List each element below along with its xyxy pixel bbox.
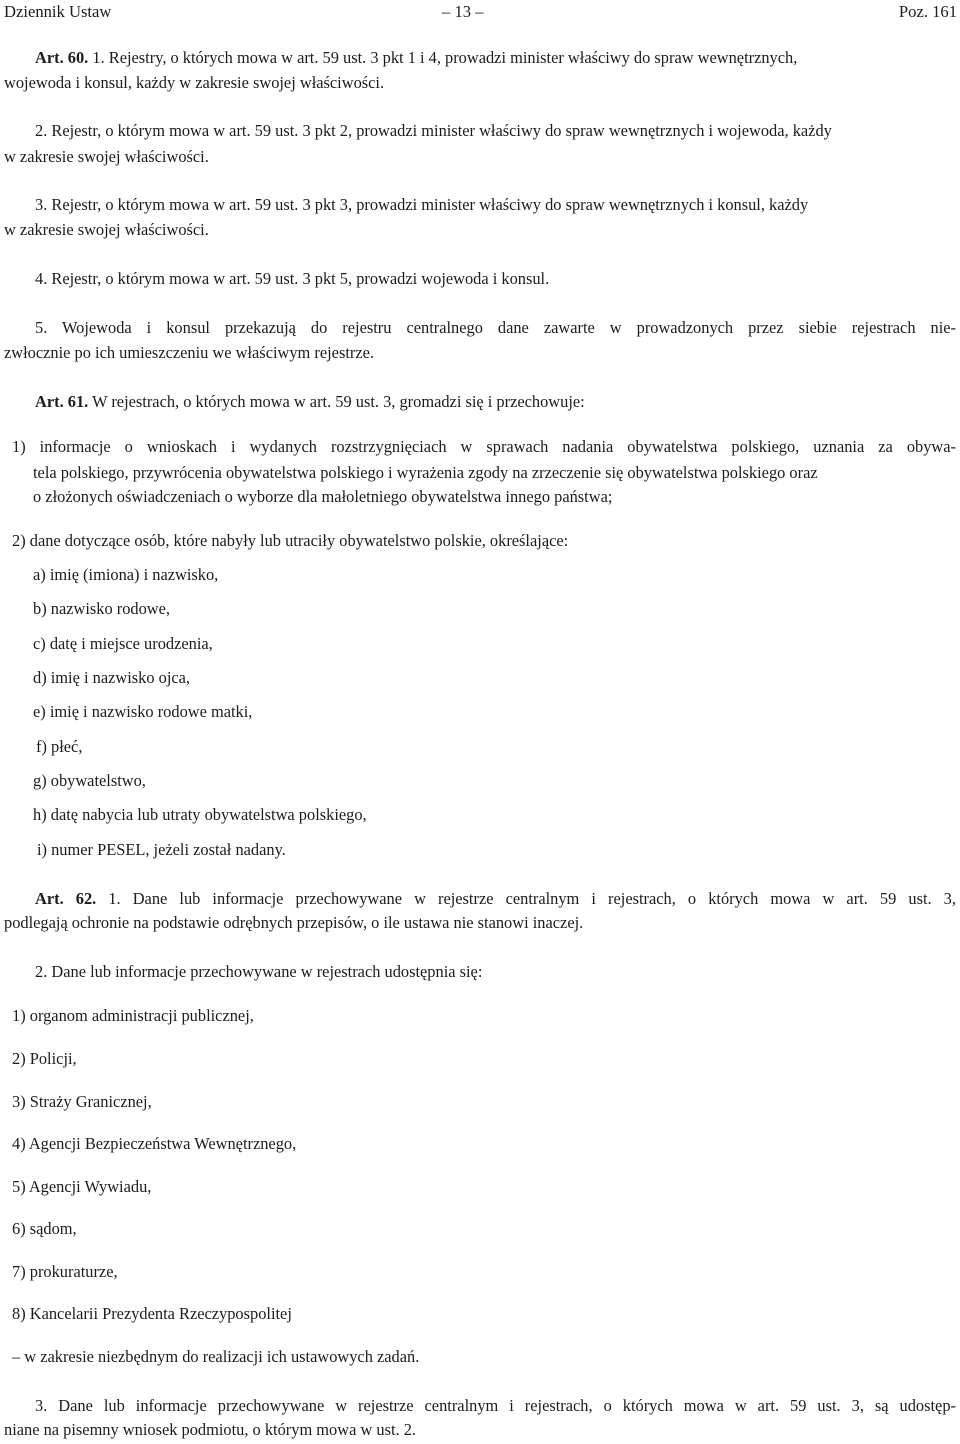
art61-item-1-line-2: tela polskiego, przywrócenia obywatelstwa polskiego i wyrażenia zgody na zrzeczenie się obywatelstwa polskiego oraz (33, 463, 818, 482)
art60-paragraph-1-line-1: Art. 60. 1. Rejestry, o których mowa w art. 59 ust. 3 pkt 1 i 4, prowadzi minister właściwy do spraw wewnętrznych, (35, 48, 798, 67)
art60-paragraph-2-line-1: 2. Rejestr, o którym mowa w art. 59 ust. 3 pkt 2, prowadzi minister właściwy do spraw wewnętrznych i wojewoda, każdy (35, 121, 832, 140)
art62-list-item-3: 3) Straży Granicznej, (12, 1092, 152, 1111)
art61-subitem-d: d) imię i nazwisko ojca, (33, 668, 191, 687)
art62-list-item-5: 5) Agencji Wywiadu, (12, 1177, 152, 1196)
art61-heading: Art. 61. (35, 392, 89, 411)
art60-paragraph-5-line-1: 5. Wojewoda i konsul przekazują do rejestru centralnego dane zawarte w prowadzonych przez siebie rejestrach nie- (35, 318, 956, 337)
art60-paragraph-4: 4. Rejestr, o którym mowa w art. 59 ust. 3 pkt 5, prowadzi wojewoda i konsul. (35, 269, 550, 288)
art62-list-item-1: 1) organom administracji publicznej, (12, 1006, 254, 1025)
art62-list-item-7: 7) prokuraturze, (12, 1262, 118, 1281)
art61-subitem-c: c) datę i miejsce urodzenia, (33, 634, 213, 653)
art61-subitem-a: a) imię (imiona) i nazwisko, (33, 565, 219, 584)
art61-subitem-b: b) nazwisko rodowe, (33, 599, 171, 618)
art61-item-1-line-3: o złożonych oświadczeniach o wyborze dla małoletniego obywatelstwa innego państwa; (33, 487, 613, 506)
art62-list-item-2: 2) Policji, (12, 1049, 77, 1068)
art60-paragraph-5-line-2: zwłocznie po ich umieszczeniu we właściwym rejestrze. (4, 343, 374, 362)
journal-title: Dziennik Ustaw (4, 2, 112, 21)
art60-heading: Art. 60. (35, 48, 89, 67)
art61-item-1-line-1: 1) informacje o wnioskach i wydanych rozstrzygnięciach w sprawach nadania obywatelstwa polskiego, uznania za obywa- (12, 437, 956, 456)
page-number: – 13 – (442, 2, 484, 21)
art62-heading: Art. 62. (35, 889, 97, 908)
art60-paragraph-3-line-2: w zakresie swojej właściwości. (4, 220, 209, 239)
art61-subitem-e: e) imię i nazwisko rodowe matki, (33, 702, 253, 721)
position-number: Poz. 161 (898, 2, 957, 21)
art62-paragraph-3-line-2: niane na pisemny wniosek podmiotu, o którym mowa w ust. 2. (4, 1420, 416, 1439)
art62-paragraph-3-line-1: 3. Dane lub informacje przechowywane w rejestrze centralnym i rejestrach, o których mowa w art. 59 ust. 3, są udostęp- (35, 1396, 956, 1415)
art61-subitem-h: h) datę nabycia lub utraty obywatelstwa polskiego, (33, 805, 367, 824)
art61-subitem-f: f) płeć, (36, 737, 83, 756)
art60-paragraph-3-line-1: 3. Rejestr, o którym mowa w art. 59 ust. 3 pkt 3, prowadzi minister właściwy do spraw wewnętrznych i konsul, każdy (35, 195, 809, 214)
art62-closing-clause: – w zakresie niezbędnym do realizacji ich ustawowych zadań. (12, 1347, 420, 1366)
art60-paragraph-1-line-2: wojewoda i konsul, każdy w zakresie swojej właściwości. (4, 73, 385, 92)
art62-list-item-4: 4) Agencji Bezpieczeństwa Wewnętrznego, (12, 1134, 297, 1153)
art60-paragraph-2-line-2: w zakresie swojej właściwości. (4, 147, 209, 166)
art62-paragraph-1-line-1: Art. 62. 1. Dane lub informacje przechowywane w rejestrze centralnym i rejestrach, o których mowa w art. 59 ust. 3, (35, 889, 956, 908)
art62-list-item-6: 6) sądom, (12, 1219, 77, 1238)
art61-subitem-i: i) numer PESEL, jeżeli został nadany. (37, 840, 286, 859)
art61-item-2: 2) dane dotyczące osób, które nabyły lub utraciły obywatelstwo polskie, określające: (12, 531, 569, 550)
art62-paragraph-2: 2. Dane lub informacje przechowywane w rejestrach udostępnia się: (35, 962, 483, 981)
art62-paragraph-1-line-2: podlegają ochronie na podstawie odrębnych przepisów, o ile ustawa nie stanowi inaczej. (4, 913, 584, 932)
art61-subitem-g: g) obywatelstwo, (33, 771, 146, 790)
art61-intro: Art. 61. W rejestrach, o których mowa w art. 59 ust. 3, gromadzi się i przechowuje: (35, 392, 585, 411)
art62-list-item-8: 8) Kancelarii Prezydenta Rzeczypospolitej (12, 1304, 292, 1323)
